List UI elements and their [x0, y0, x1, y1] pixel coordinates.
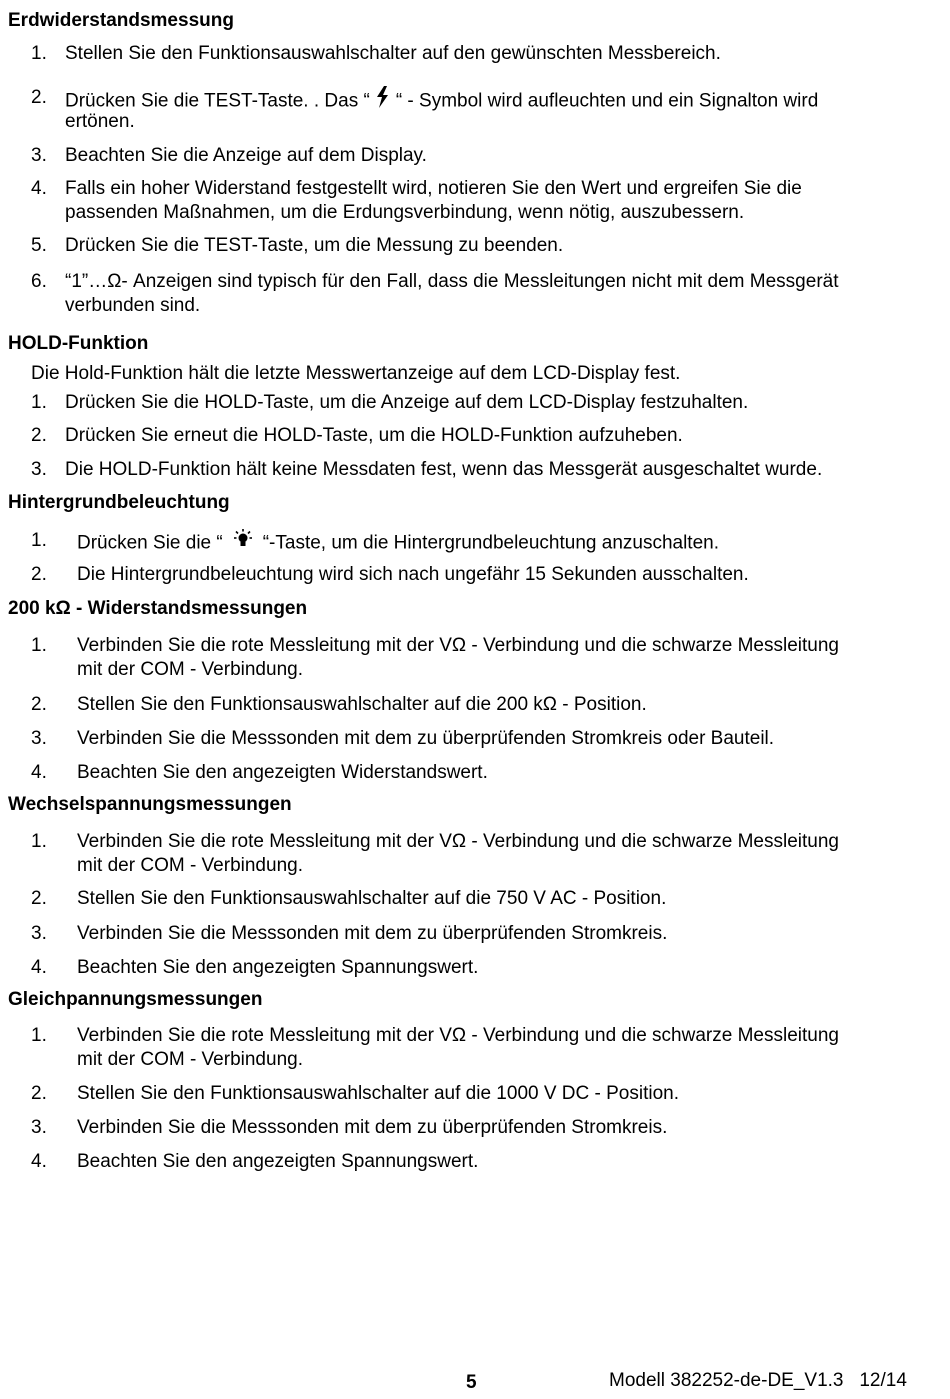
list-number: 1. [31, 1025, 47, 1046]
list-item-continuation: passenden Maßnahmen, um die Erdungsverbindung, wenn nötig, auszubessern. [65, 202, 745, 223]
list-item-text [77, 529, 937, 558]
list-item-text: Die Hintergrundbeleuchtung wird sich nach ungefähr 15 Sekunden ausschalten. [77, 564, 749, 585]
list-item-text: Beachten Sie den angezeigten Spannungswert. [77, 957, 479, 978]
list-item-text: “1”…Ω- Anzeigen sind typisch für den Fall, dass die Messleitungen nicht mit dem Messgerät [65, 271, 839, 292]
list-number: 2. [31, 564, 47, 585]
list-item-text: Verbinden Sie die rote Messleitung mit der VΩ - Verbindung und die schwarze Messleitung [77, 635, 839, 656]
section-title-backlight: Hintergrundbeleuchtung [8, 492, 230, 513]
list-number: 2. [31, 888, 47, 909]
list-number: 5. [31, 235, 47, 256]
list-number: 4. [31, 178, 47, 199]
list-item-text: Stellen Sie den Funktionsauswahlschalter auf die 1000 V DC - Position. [77, 1083, 680, 1104]
list-number: 2. [31, 425, 47, 446]
list-item-text: Beachten Sie die Anzeige auf dem Display. [65, 145, 427, 166]
list-number: 3. [31, 145, 47, 166]
list-item-text: Falls ein hoher Widerstand festgestellt wird, notieren Sie den Wert und ergreifen Sie die [65, 178, 802, 199]
list-item-text: Verbinden Sie die rote Messleitung mit der VΩ - Verbindung und die schwarze Messleitung [77, 1025, 839, 1046]
footer-date: 12/14 [859, 1370, 907, 1391]
list-number: 2. [31, 87, 47, 108]
list-number: 3. [31, 923, 47, 944]
list-number: 4. [31, 1151, 47, 1172]
list-number: 3. [31, 1117, 47, 1138]
list-item-text: Drücken Sie erneut die HOLD-Taste, um die HOLD-Funktion aufzuheben. [65, 425, 683, 446]
list-item-continuation: verbunden sind. [65, 295, 201, 316]
list-number: 2. [31, 1083, 47, 1104]
list-item-text: Verbinden Sie die Messsonden mit dem zu überprüfenden Stromkreis. [77, 923, 668, 944]
list-item-text: Die HOLD-Funktion hält keine Messdaten fest, wenn das Messgerät ausgeschaltet wurde. [65, 459, 823, 480]
list-item-text: Beachten Sie den angezeigten Widerstandswert. [77, 762, 488, 783]
section-title-ac-voltage: Wechselspannungsmessungen [8, 794, 292, 815]
list-item-text-post: “-Taste, um die Hintergrundbeleuchtung anzuschalten. [262, 532, 720, 554]
list-number: 1. [31, 530, 47, 551]
list-item-text-pre: Drücken Sie die “ [77, 532, 223, 554]
list-number: 3. [31, 459, 47, 480]
list-item-text: Stellen Sie den Funktionsauswahlschalter auf die 200 kΩ - Position. [77, 694, 647, 715]
model-label: Modell 382252-de-DE_V1.3 [609, 1370, 844, 1391]
section-title-hold: HOLD-Funktion [8, 333, 149, 354]
list-number: 4. [31, 762, 47, 783]
page-number: 5 [466, 1372, 477, 1393]
list-number: 1. [31, 635, 47, 656]
list-item-continuation: ertönen. [65, 111, 135, 132]
list-number: 6. [31, 271, 47, 292]
list-item-text: Verbinden Sie die rote Messleitung mit der VΩ - Verbindung und die schwarze Messleitung [77, 831, 839, 852]
section-title-erdwiderstand: Erdwiderstandsmessung [8, 10, 234, 31]
list-item-text-pre: Drücken Sie die TEST-Taste. . Das “ [65, 90, 370, 112]
footer-model [609, 1369, 907, 1393]
list-number: 2. [31, 694, 47, 715]
list-number: 1. [31, 831, 47, 852]
list-item-text: Verbinden Sie die Messsonden mit dem zu überprüfenden Stromkreis oder Bauteil. [77, 728, 775, 749]
list-item-text: Stellen Sie den Funktionsauswahlschalter auf den gewünschten Messbereich. [65, 43, 721, 64]
list-item-text: Stellen Sie den Funktionsauswahlschalter auf die 750 V AC - Position. [77, 888, 667, 909]
list-item-continuation: mit der COM - Verbindung. [77, 1049, 303, 1070]
list-item-text-post: “ - Symbol wird aufleuchten und ein Signalton wird [395, 90, 819, 112]
section-title-dc-voltage: Gleichpannungsmessungen [8, 989, 263, 1010]
list-number: 1. [31, 392, 47, 413]
section-title-resistance: 200 kΩ - Widerstandsmessungen [8, 598, 308, 619]
section-intro: Die Hold-Funktion hält die letzte Messwertanzeige auf dem LCD-Display fest. [31, 363, 681, 384]
list-item-text: Drücken Sie die HOLD-Taste, um die Anzeige auf dem LCD-Display festzuhalten. [65, 392, 749, 413]
list-item-continuation: mit der COM - Verbindung. [77, 855, 303, 876]
list-item-text: Beachten Sie den angezeigten Spannungswert. [77, 1151, 479, 1172]
list-number: 1. [31, 43, 47, 64]
list-number: 3. [31, 728, 47, 749]
list-item-text: Verbinden Sie die Messsonden mit dem zu überprüfenden Stromkreis. [77, 1117, 668, 1138]
list-number: 4. [31, 957, 47, 978]
list-item-text: Drücken Sie die TEST-Taste, um die Messung zu beenden. [65, 235, 564, 256]
list-item-continuation: mit der COM - Verbindung. [77, 659, 303, 680]
light-bulb-icon [223, 529, 263, 558]
